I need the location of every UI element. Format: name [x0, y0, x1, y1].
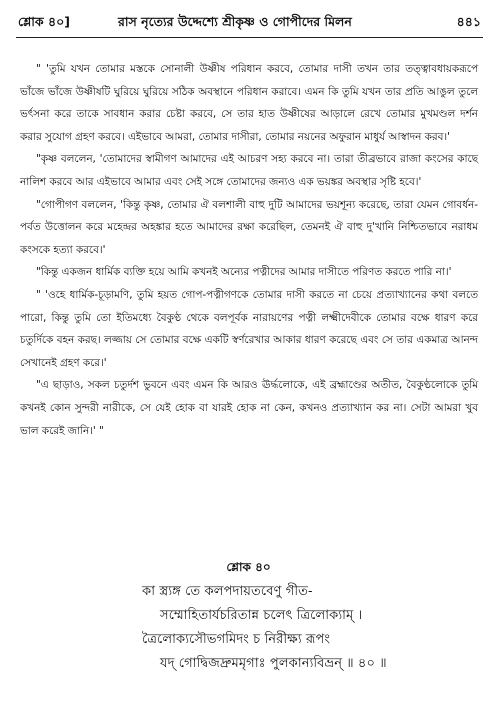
verse-line-3: ত্রৈলোক্যসৌভগমিদং চ নিরীক্ষ্য রূপং [142, 632, 331, 647]
paragraph-6: "এ ছাড়াও, সকল চতুর্দশ ভুবনে এবং এমন কি আরও ঊর্দ্ধলোকে, এই ব্রহ্মাণ্ডের অতীত, বৈকুণ্ঠলোকে তুমি কখনই কোন সুন্দরী নারীকে, সে যেই হোক বা যারই হোক না কেন, কখনও প্রত্যাখ্যান কর না। সেটা আমরা খুব ভাল করেই জানি।' " [20, 379, 478, 437]
paragraph-3: "গোপীগণ বললেন, 'কিন্তু কৃষ্ণ, তোমার ঐ বলশালী বাহু দুটি আমাদের ভয়শূন্য করেছে, তারা যেমন গোবর্ধন-পর্বত উত্তোলন করে মহেন্দ্রর অহঙ্কার হতে আমাদের রক্ষা করেছিল, তেমনই ঐ বাহু দু'খানি নিশ্চিতভাবে নরাধম কংসকে হত্যা করবে।' [20, 198, 478, 256]
header-rule [16, 37, 483, 38]
page-number: ৪৪১ [456, 14, 481, 29]
body-text [20, 58, 478, 442]
paragraph-2: "কৃষ্ণ বললেন, 'তোমাদের স্বামীগণ আমাদের এই আচরণ সহ্য করবে না। তারা তীব্রভাবে রাজা কংসের কাছে নালিশ করবে আর এইভাবে আমার এবং সেই সঙ্গে তোমাদের জন্যও এক ভয়ঙ্কর অবস্থার সৃষ্টি হবে।' [20, 153, 478, 188]
verse-line-2: সম্মোহিতার্যচরিতান্ন চলেৎ ত্রিলোক্যাম্ । [160, 608, 363, 623]
chapter-label: শ্লোক ৪০] [18, 14, 70, 29]
paragraph-4: "কিন্তু একজন ধার্মিক ব্যক্তি হয়ে আমি কখনই অন্যের পত্নীদের আমার দাসীতে পরিণত করতে পারি না।' [36, 266, 452, 279]
verse-line-1: কা স্ত্র্যঙ্গ তে কলপদায়তবেণু গীত- [142, 584, 313, 599]
page-header [18, 14, 481, 36]
sloka-label: শ্লোক ৪০ [226, 560, 271, 574]
paragraph-1: " 'তুমি যখন তোমার মস্তকে সোনালী উষ্ণীষ পরিধান করবে, তোমার দাসী তখন তার তত্ত্বাবধায়করূপে ভাঁজে ভাঁজে উষ্ণীষটি ঘুরিয়ে ঘুরিয়ে সঠিক অবস্থানে পরিধান করাবে। এমন কি তুমি যখন তার প্রতি আঙুল তুলে ভর্ৎসনা করে তাকে সাবধান করার চেষ্টা করবে, সে তার হাত উষ্ণীষের আড়ালে রেখে তোমার মুখমণ্ডল দর্শন করার সুযোগ গ্রহণ করবে। এইভাবে আমরা, তোমার দাসীরা, তোমার নয়নের অফুরান মাধুর্য আস্বাদন করব।' [20, 63, 478, 143]
running-title: রাস নৃত্যের উদ্দেশ্যে শ্রীকৃষ্ণ ও গোপীদের মিলন [118, 14, 352, 29]
verse-line-4: যদ্ গোদ্বিজদ্রুমমৃগাঃ পুলকান্যবিভ্রন্ ॥ ৪০ ॥ [160, 656, 387, 671]
paragraph-5: " 'ওহে ধার্মিক-চূড়ামণি, তুমি হয়ত গোপ-পত্নীগণকে তোমার দাসী করতে না চেয়ে প্রত্যাখ্যানের কথা বলতে পারো, কিন্তু তুমি তো ইতিমধ্যে বৈকুণ্ঠ থেকে বলপূর্বক নারায়ণের পত্নী লক্ষ্মীদেবীকে তোমার বক্ষে ধারণ করে চতুর্দিকে বহন করছ। লজ্জায় সে তোমার বক্ষে একটি স্বর্ণরেখার আকার ধারণ করেছে এবং সে তার একমাত্র আনন্দ সেখানেই গ্রহণ করে।' [20, 288, 478, 369]
